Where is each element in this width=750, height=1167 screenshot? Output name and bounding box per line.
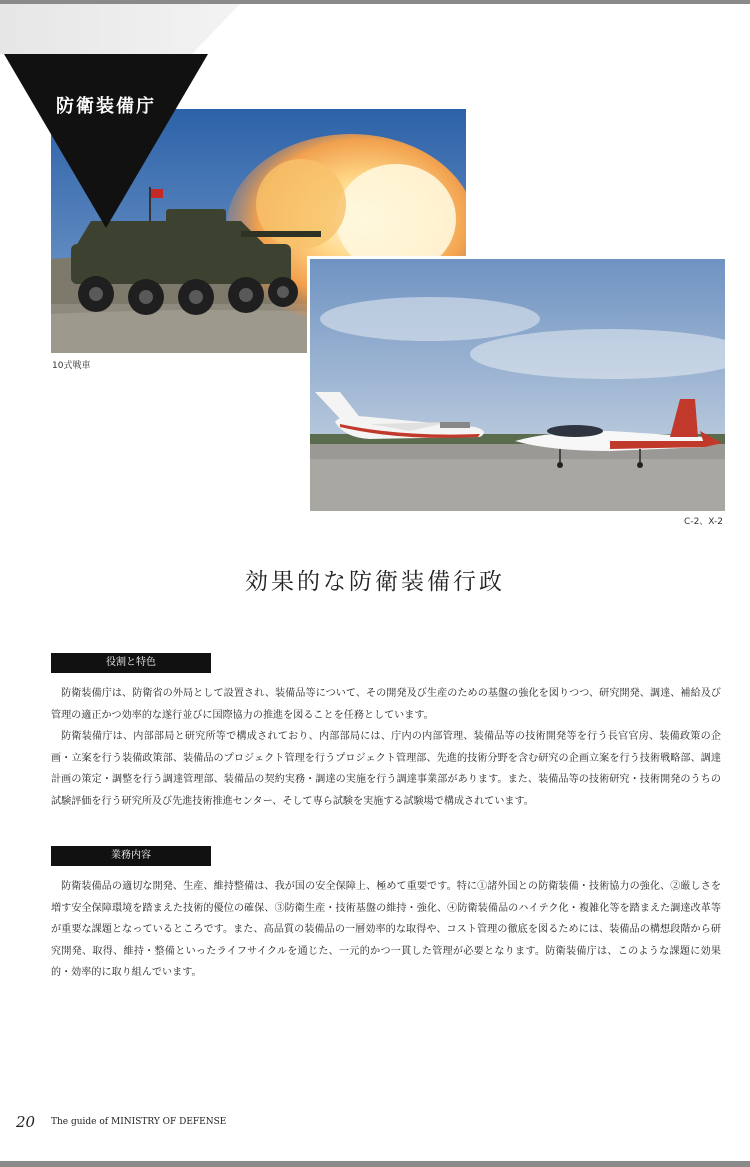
aircraft-illustration — [310, 259, 725, 511]
bottom-border — [0, 1161, 750, 1167]
agency-name: 防衛装備庁 — [56, 96, 156, 117]
tank-caption: 10式戦車 — [52, 361, 91, 371]
paragraph: 防衛装備品の適切な開発、生産、維持整備は、我が国の安全保障上、極めて重要です。特に①諸外国との防衛装備・技術協力の強化、②厳しさを増す安全保障環境を踏まえた技術的優位の確保、③防衛生産・技術基盤の維持・強化、④防衛装備品のハイテク化・複雑化等を踏まえた調達改革等が重要な課題となっているところです。また、高品質の装備品の一層効率的な取得や、コスト管理の徹底を図るためには、装備品の構想段階から研究開発、取得、維持・整備といったライフサイクルを通じた、一元的かつ一貫した管理が必要となります。防衛装備庁は、このような課題に効果的・効率的に取り組んでいます。 — [51, 881, 721, 978]
page-title: 効果的な防衛装備行政 — [245, 569, 505, 595]
section-heading-role: 役割と特色 — [51, 653, 211, 673]
corner-shade — [0, 4, 240, 54]
page-number: 20 — [16, 1113, 36, 1131]
footer-guide-text: The guide of MINISTRY OF DEFENSE — [51, 1117, 227, 1127]
section-heading-operations: 業務内容 — [51, 846, 211, 866]
section-body-operations — [51, 876, 721, 984]
aircraft-caption: C-2、X-2 — [684, 517, 723, 527]
top-border — [0, 0, 750, 4]
agency-triangle-badge — [4, 54, 208, 228]
section-body-role — [51, 683, 721, 812]
paragraph: 防衛装備庁は、内部部局と研究所等で構成されており、内部部局には、庁内の内部管理、装備品等の技術開発等を行う長官官房、装備政策の企画・立案を行う装備政策部、装備品のプロジェクト管理を行うプロジェクト管理部、先進的技術分野を含む研究の企画立案を行う技術戦略部、調達計画の策定・調整を行う調達管理部、装備品の契約実務・調達の実施を行う調達事業部があります。また、装備品等の技術研究・技術開発のうちの試験評価を行う研究所及び先進技術推進センター、そして専ら試験を実施する試験場で構成されています。 — [51, 731, 721, 807]
aircraft-photo — [307, 256, 728, 514]
paragraph: 防衛装備庁は、防衛省の外局として設置され、装備品等について、その開発及び生産のための基盤の強化を図りつつ、研究開発、調達、補給及び管理の適正かつ効率的な遂行並びに国際協力の推進を図ることを任務としています。 — [51, 688, 721, 721]
